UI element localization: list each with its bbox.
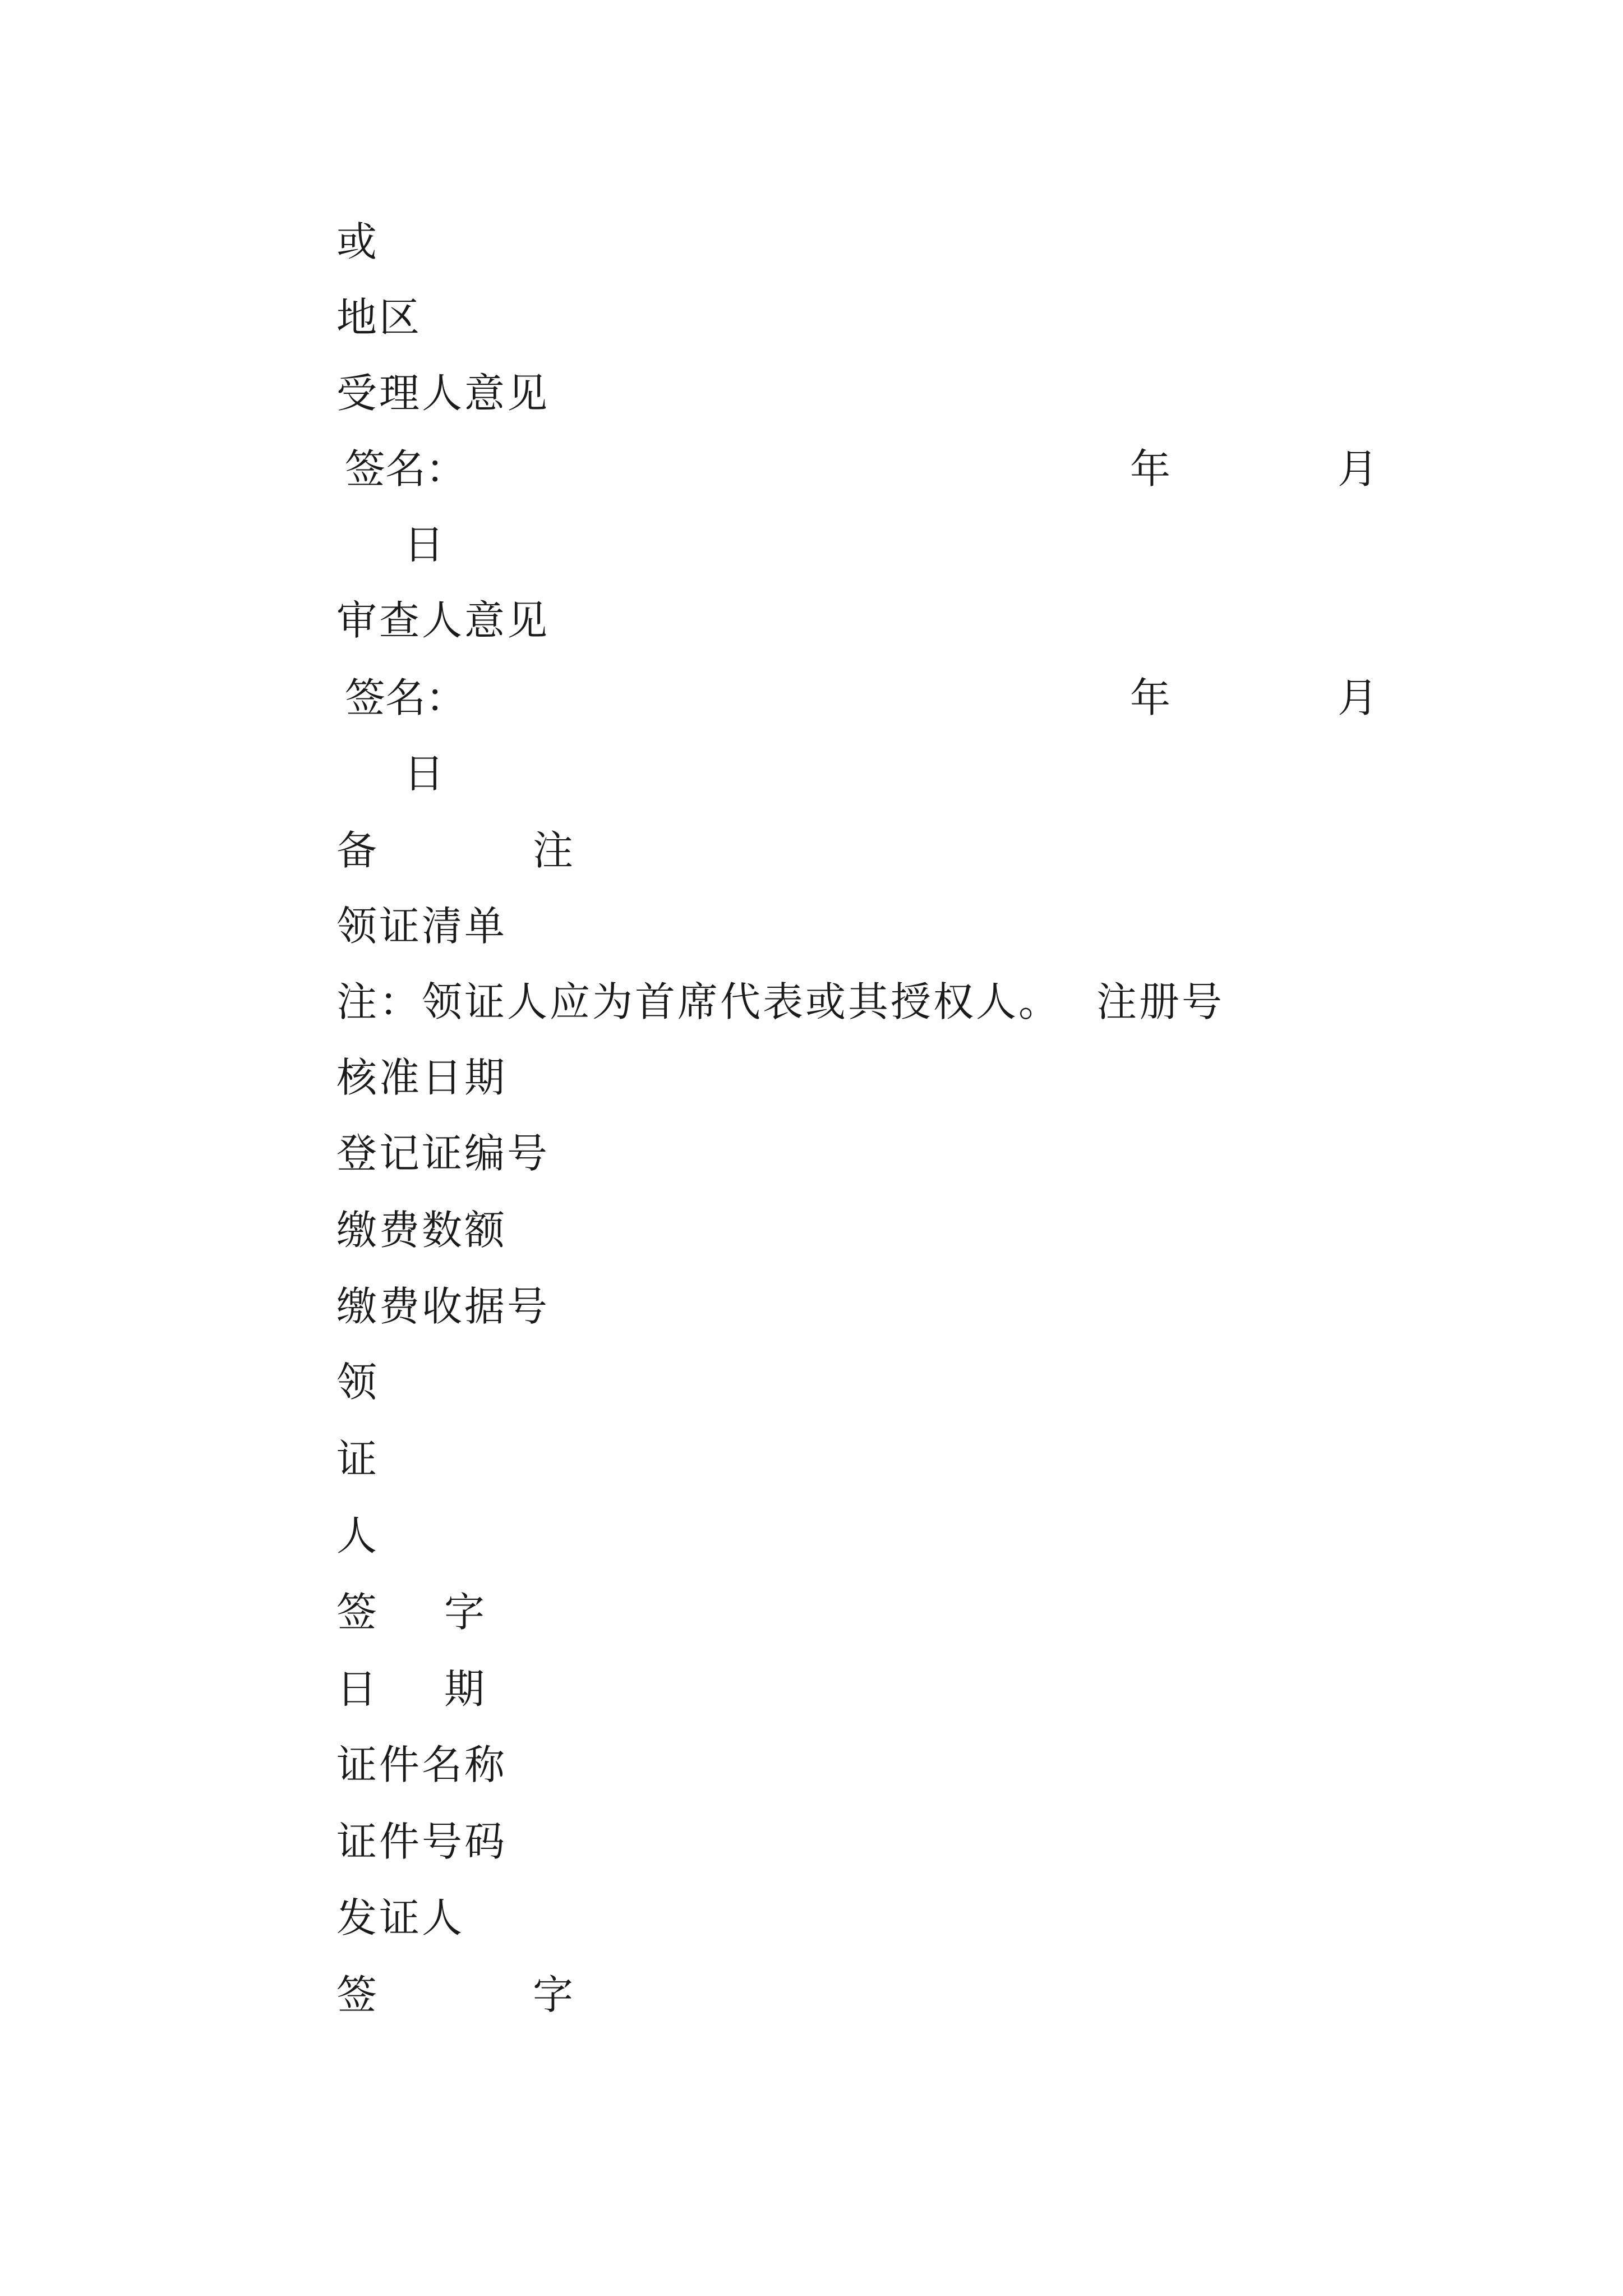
approval-date-label: 核准日期	[336, 1054, 508, 1101]
signature-left: 签	[336, 1589, 377, 1636]
reviewer-opinion-label: 审查人意见	[336, 597, 550, 644]
text-diqu: 地区	[336, 294, 422, 341]
remarks-right: 注	[533, 827, 574, 874]
cert-list-title: 领证清单	[336, 903, 508, 950]
acceptor-opinion-label: 受理人意见	[336, 370, 550, 417]
reviewer-sign-year: 年	[1130, 674, 1171, 721]
recipient-char-3: 人	[336, 1512, 380, 1559]
registration-no-label: 注册号	[1096, 978, 1225, 1025]
fee-receipt-no-label: 缴费收据号	[336, 1283, 550, 1330]
remarks-left: 备	[336, 827, 377, 874]
recipient-char-2: 证	[336, 1435, 380, 1483]
issuer-signature-left: 签	[336, 1971, 377, 2018]
reviewer-sign-month: 月	[1338, 674, 1378, 721]
reviewer-sign-label: 签名：	[345, 674, 467, 721]
acceptor-sign-year: 年	[1130, 445, 1171, 493]
note-text: 注：领证人应为首席代表或其授权人。	[336, 978, 1062, 1025]
text-huo: 或	[336, 218, 380, 265]
issuer-signature-right: 字	[533, 1971, 574, 2018]
acceptor-sign-label: 签名：	[345, 445, 467, 493]
fee-amount-label: 缴费数额	[336, 1207, 508, 1254]
acceptor-sign-month: 月	[1338, 445, 1378, 493]
date-right: 期	[444, 1665, 485, 1713]
id-name-label: 证件名称	[336, 1741, 508, 1788]
issuer-label: 发证人	[336, 1894, 465, 1941]
registration-cert-no-label: 登记证编号	[336, 1130, 550, 1177]
reviewer-sign-day: 日	[404, 750, 445, 797]
acceptor-sign-day: 日	[404, 521, 445, 568]
date-left: 日	[336, 1665, 377, 1713]
signature-right: 字	[444, 1589, 485, 1636]
id-number-label: 证件号码	[336, 1818, 508, 1865]
recipient-char-1: 领	[336, 1359, 380, 1406]
